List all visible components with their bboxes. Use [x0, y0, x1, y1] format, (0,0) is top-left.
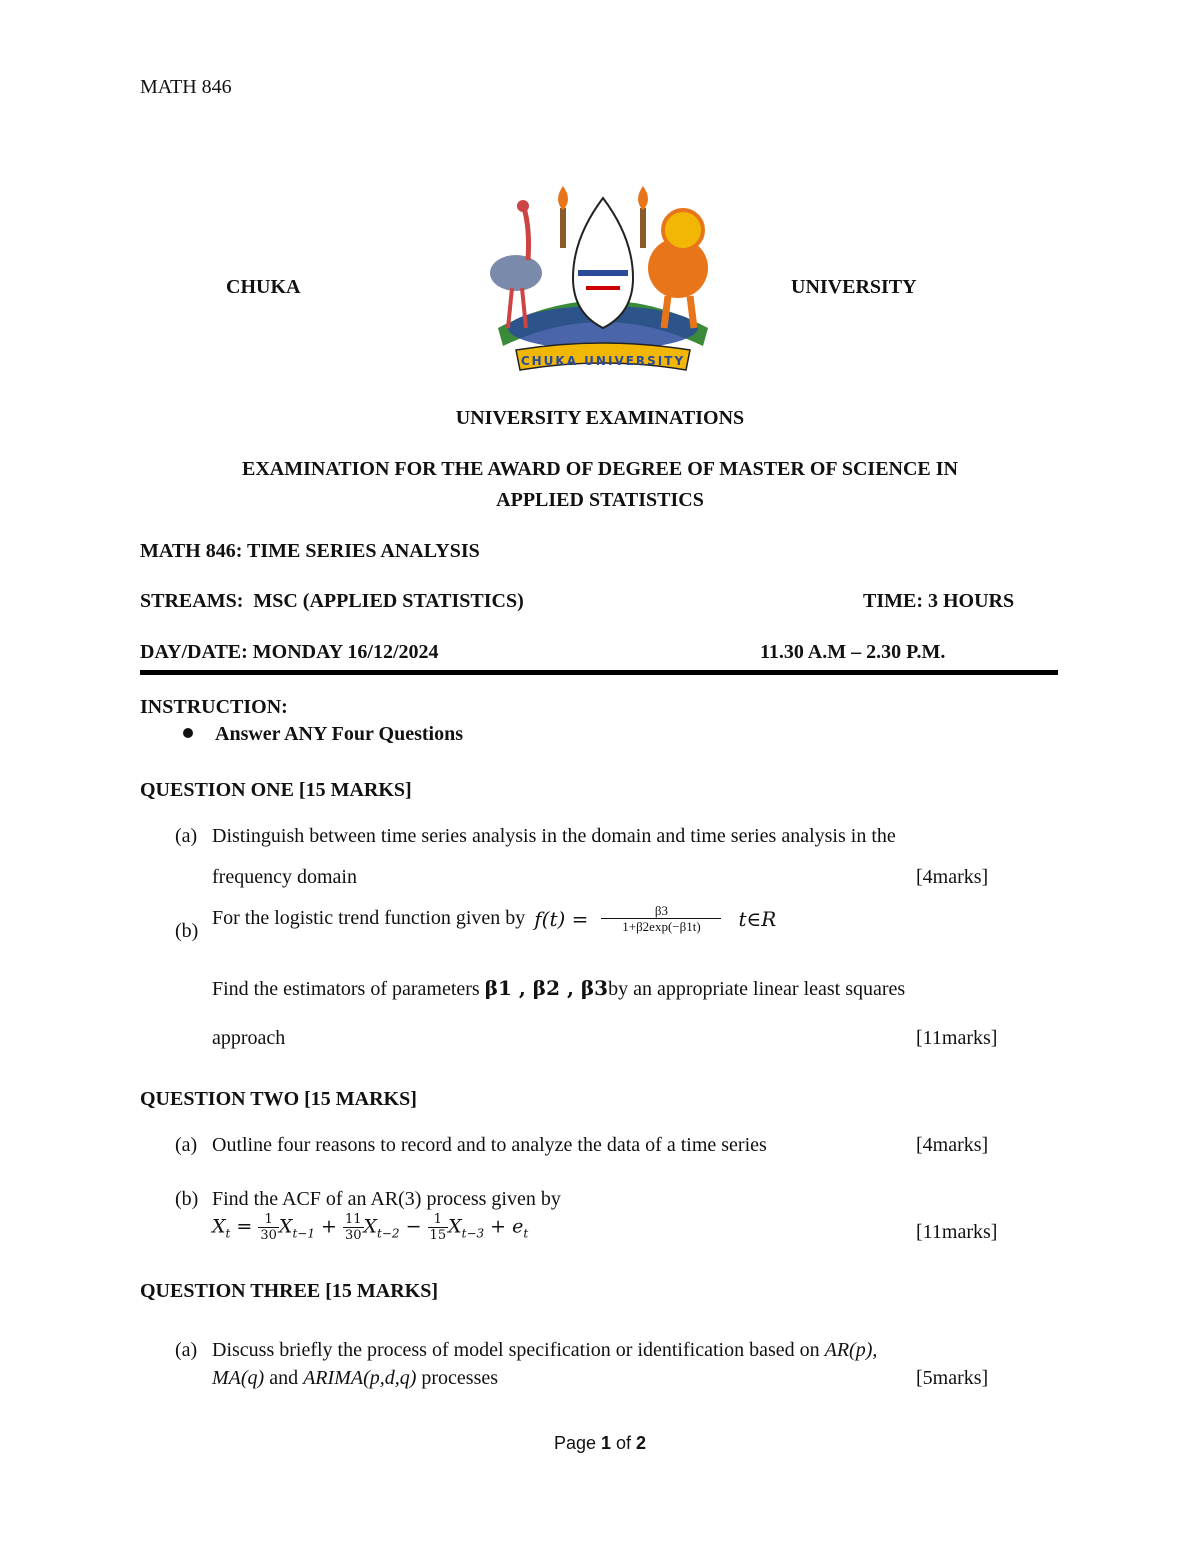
- q3-a-marks: [5marks]: [916, 1367, 989, 1389]
- q2-a-label: (a): [175, 1134, 198, 1156]
- q2-b-text: Find the ACF of an AR(3) process given by: [212, 1188, 561, 1210]
- instruction-label: INSTRUCTION:: [140, 696, 288, 718]
- streams-line: STREAMS: MSC (APPLIED STATISTICS): [140, 590, 524, 612]
- university-crest-logo: [478, 178, 728, 374]
- q2-title: QUESTION TWO [15 MARKS]: [140, 1088, 417, 1110]
- page-footer: Page 1 of 2: [553, 1433, 647, 1453]
- q3-a-line1: Discuss briefly the process of model specification or identification based on AR(p),: [212, 1339, 878, 1361]
- course-code-header: MATH 846: [140, 76, 232, 98]
- time-range: 11.30 A.M – 2.30 P.M.: [760, 641, 946, 663]
- ar3-equation: $X_t$ = $\frac{1}{30}$ $X_{t-1}$ + $\frac{11}{30}$ $X_{t-2}$ − $\frac{1}{15}$ $X_{t-3} + e_t$: [212, 1212, 529, 1243]
- q2-b-label: (b): [175, 1188, 199, 1210]
- q3-a-line2: MA(q) and ARIMA(p,d,q) processes: [212, 1367, 499, 1389]
- header-divider: [140, 670, 1058, 675]
- crest-ribbon-text: CHUKA UNIVERSITY: [520, 354, 686, 368]
- q2-a-marks: [4marks]: [916, 1134, 989, 1156]
- bullet-icon: [183, 728, 193, 738]
- crest-right-word: UNIVERSITY: [791, 276, 917, 298]
- award-line-2: APPLIED STATISTICS: [496, 489, 704, 511]
- exam-heading: UNIVERSITY EXAMINATIONS: [455, 407, 745, 429]
- q1-a-line2: frequency domain: [212, 866, 357, 888]
- q1-b-line3: approach: [212, 1027, 286, 1049]
- q3-title: QUESTION THREE [15 MARKS]: [140, 1280, 439, 1302]
- instruction-item: Answer ANY Four Questions: [183, 723, 463, 746]
- q1-title: QUESTION ONE [15 MARKS]: [140, 779, 412, 801]
- q3-a-label: (a): [175, 1339, 198, 1361]
- q2-a-text: Outline four reasons to record and to analyze the data of a time series: [212, 1134, 767, 1156]
- time-allowed: TIME: 3 HOURS: [863, 590, 1015, 612]
- q1-b-marks: [11marks]: [916, 1027, 998, 1049]
- q1-a-marks: [4marks]: [916, 866, 989, 888]
- logistic-fraction: $\frac{\beta 3}{1+\beta 2\exp(-\beta 1t)}$: [601, 903, 721, 934]
- q1-b-label: (b): [175, 920, 199, 942]
- crest-left-word: CHUKA: [226, 276, 301, 298]
- day-date-line: DAY/DATE: MONDAY 16/12/2024: [140, 641, 439, 663]
- q1-a-line1: Distinguish between time series analysis in the domain and time series analysis in the: [212, 825, 896, 847]
- q1-b-line1: For the logistic trend function given by f(t) = $\frac{\beta 3}{1+\beta 2\exp(-\beta 1t)}$ t∈R: [212, 903, 777, 934]
- award-line-1: EXAMINATION FOR THE AWARD OF DEGREE OF MASTER OF SCIENCE IN: [241, 458, 958, 480]
- q1-a-label: (a): [175, 825, 198, 847]
- course-title: MATH 846: TIME SERIES ANALYSIS: [140, 540, 480, 562]
- q1-b-line2: Find the estimators of parameters β1 , β2 , β3by an appropriate linear least squares: [212, 976, 906, 1000]
- q2-b-marks: [11marks]: [916, 1221, 998, 1243]
